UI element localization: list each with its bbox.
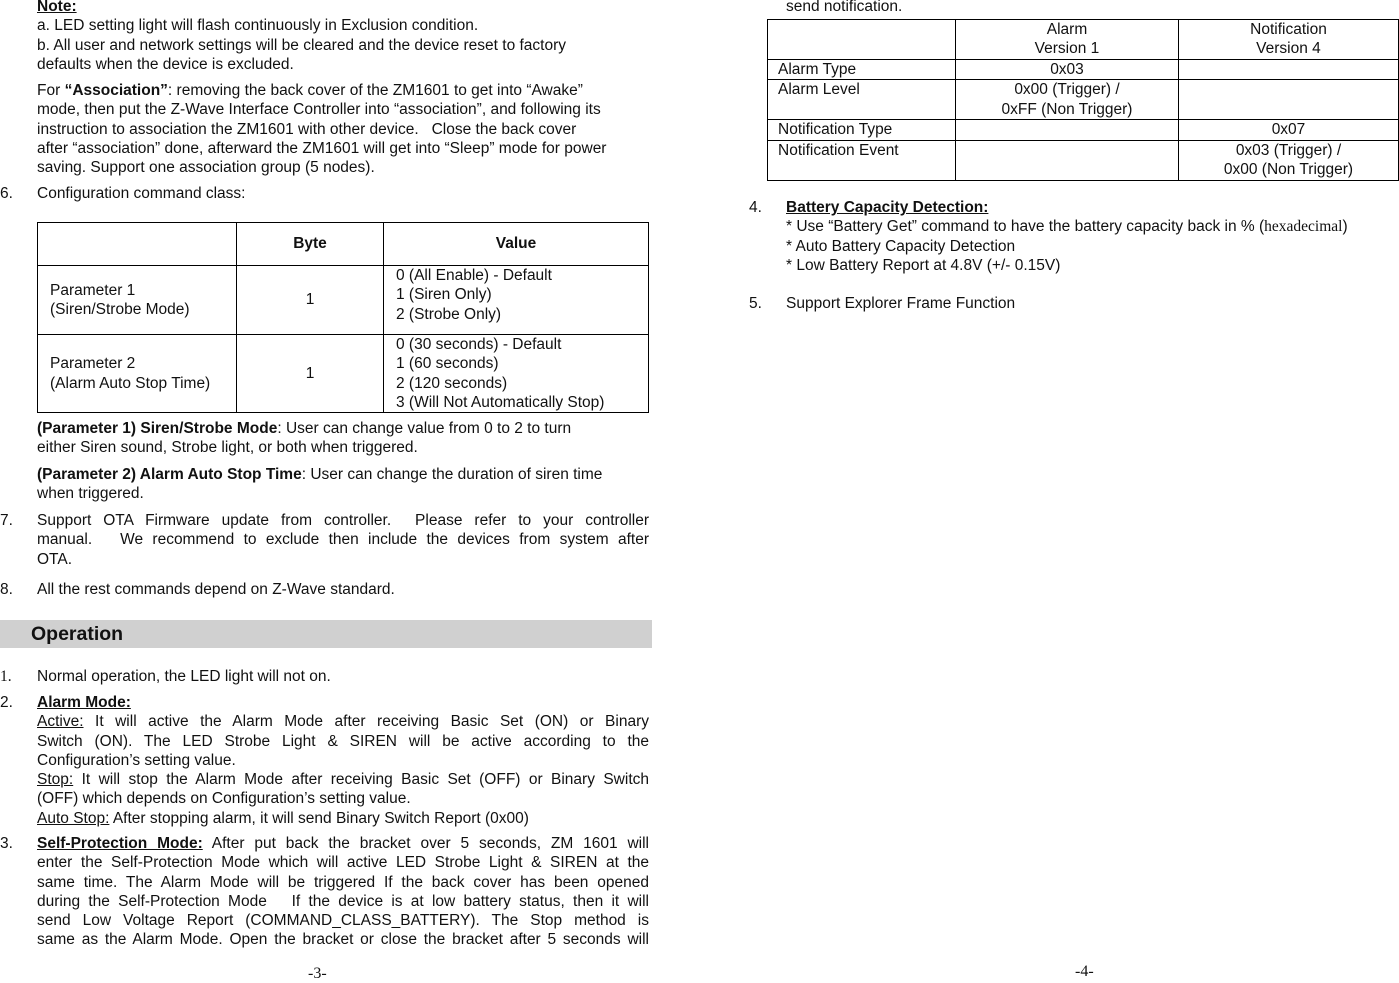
association-paragraph <box>37 81 652 177</box>
operation-item-1-text: Normal operation, the LED light will not on. <box>37 668 331 685</box>
self-protection-line3: same time. The Alarm Mode will be triggered If the back cover has been opened <box>37 873 649 891</box>
alarm-level-line2: 0xFF (Non Trigger) <box>1001 100 1133 118</box>
param2-value-1: 1 (60 seconds) <box>396 355 499 373</box>
item-7-line1: Support OTA Firmware update from controller. Please refer to your controller <box>37 512 649 529</box>
param2-description <box>37 465 652 504</box>
association-bold: “Association” <box>64 82 168 99</box>
param1-value-2: 2 (Strobe Only) <box>396 305 502 323</box>
active-line2: Switch (ON). The LED Strobe Light & SIREN will be active according to the <box>37 732 649 750</box>
alarm-table-header-empty <box>768 20 956 60</box>
self-protection-line6: same as the Alarm Mode. Open the bracket or close the bracket after 5 seconds will <box>37 931 649 949</box>
param1-description-line2: either Siren sound, Strobe light, or both when triggered. <box>37 439 418 457</box>
config-row-parameter-1 <box>38 266 649 335</box>
row-notification-event-notif <box>1179 140 1399 180</box>
header-alarm-line1: Alarm <box>1046 21 1088 38</box>
header-alarm-line2: Version 1 <box>1034 40 1100 58</box>
stop-line1: It will stop the Alarm Mode after receiving Basic Set (OFF) or Binary Switch <box>73 771 649 789</box>
item-5-text: Support Explorer Frame Function <box>786 295 1016 312</box>
param2-description-line2: when triggered. <box>37 485 144 503</box>
alarm-level-line1: 0x00 (Trigger) / <box>1014 81 1120 99</box>
item-5-number: 5. <box>749 295 762 312</box>
alarm-table-row-alarm-level <box>768 80 1399 120</box>
item-7-number: 7. <box>0 512 13 529</box>
config-param1-name <box>38 266 237 335</box>
row-notification-event-label: Notification Event <box>768 140 956 180</box>
row-notification-type-label: Notification Type <box>768 120 956 140</box>
alarm-mode-title: Alarm Mode: <box>37 694 131 711</box>
param1-value-0: 0 (All Enable) - Default <box>396 267 552 284</box>
param2-description-line1: : User can change the duration of siren time <box>301 466 603 483</box>
operation-item-3-number: 3. <box>0 835 13 852</box>
item-8-text: All the rest commands depend on Z-Wave standard. <box>37 581 395 598</box>
param1-description <box>37 419 652 458</box>
config-header-value: Value <box>384 223 649 266</box>
operation-item-2-number: 2. <box>0 694 13 711</box>
configuration-table <box>37 222 649 413</box>
param2-name-line1: Parameter 2 <box>50 355 136 373</box>
battery-line2: * Auto Battery Capacity Detection <box>786 237 1016 255</box>
param1-description-bold: (Parameter 1) Siren/Strobe Mode <box>37 420 278 437</box>
operation-item-2 <box>0 693 649 828</box>
param1-name-line1: Parameter 1 <box>50 281 136 299</box>
item-6-number: 6. <box>0 185 13 202</box>
config-param2-values <box>384 335 649 413</box>
alarm-table-row-notification-type <box>768 120 1399 140</box>
item-7 <box>0 511 649 569</box>
association-line5: saving. Support one association group (5 nodes). <box>37 159 375 177</box>
item-7-line2: manual. We recommend to exclude then include the devices from system after <box>37 531 649 549</box>
operation-heading-bar <box>0 620 652 648</box>
stop-line2: (OFF) which depends on Configuration’s setting value. <box>37 790 411 808</box>
header-notification-line2: Version 4 <box>1256 40 1321 58</box>
item-7-line3: OTA. <box>37 550 73 568</box>
auto-stop-label: Auto Stop: <box>37 809 110 827</box>
note-block <box>37 0 652 74</box>
self-protection-title: Self-Protection Mode: <box>37 835 203 852</box>
operation-item-1-number: 1. <box>0 668 12 685</box>
self-protection-line1: After put back the bracket over 5 seconds, ZM 1601 will <box>202 835 650 852</box>
row-alarm-level-notif <box>1179 80 1399 120</box>
alarm-table-header-notification <box>1179 20 1399 60</box>
param2-value-0: 0 (30 seconds) - Default <box>396 336 562 353</box>
battery-line1: * Use “Battery Get” command to have the battery capacity back in % ( <box>786 218 1265 236</box>
battery-line1-hex: hexadecimal <box>1264 218 1343 236</box>
param2-name-line2: (Alarm Auto Stop Time) <box>50 374 211 392</box>
battery-line1-end: ) <box>1342 218 1348 236</box>
config-param1-byte: 1 <box>237 266 384 335</box>
note-b-line2: defaults when the device is excluded. <box>37 55 294 73</box>
self-protection-line2: enter the Self-Protection Mode which will active LED Strobe Light & SIREN at the <box>37 854 649 872</box>
operation-heading: Operation <box>31 623 124 645</box>
note-b-line1: b. All user and network settings will be cleared and the device reset to factory <box>37 36 567 54</box>
stop-label: Stop: <box>37 771 74 789</box>
association-line2: mode, then put the Z-Wave Interface Controller into “association”, and following its <box>37 101 601 119</box>
item-8-number: 8. <box>0 581 13 598</box>
config-header-empty <box>38 223 237 266</box>
active-line1: It will active the Alarm Mode after receiving Basic Set (ON) or Binary <box>83 713 649 731</box>
association-prefix: For <box>37 82 65 99</box>
row-alarm-type-notif <box>1179 60 1399 80</box>
param1-description-line1: : User can change value from 0 to 2 to turn <box>277 420 572 437</box>
item-6-text: Configuration command class: <box>37 185 246 202</box>
row-alarm-type-label: Alarm Type <box>768 60 956 80</box>
self-protection-line4: during the Self-Protection Mode If the device is at low battery status, then it will <box>37 892 649 910</box>
config-param2-name <box>38 335 237 413</box>
row-notification-type-notif: 0x07 <box>1179 120 1399 140</box>
config-row-parameter-2 <box>38 335 649 413</box>
notification-event-line1: 0x03 (Trigger) / <box>1235 141 1342 159</box>
notification-event-line2: 0x00 (Non Trigger) <box>1223 160 1354 178</box>
note-heading: Note: <box>37 0 77 15</box>
alarm-table-row-alarm-type <box>768 60 1399 80</box>
active-line3: Configuration’s setting value. <box>37 751 236 769</box>
config-param1-values <box>384 266 649 335</box>
param2-description-bold: (Parameter 2) Alarm Auto Stop Time <box>37 466 302 483</box>
alarm-notification-table <box>767 19 1399 181</box>
alarm-table-header-alarm <box>956 20 1179 60</box>
row-alarm-type-alarm: 0x03 <box>956 60 1179 80</box>
row-notification-type-alarm <box>956 120 1179 140</box>
config-header-row <box>38 223 649 266</box>
header-notification-line1: Notification <box>1250 21 1327 38</box>
right-top-text: send notification. <box>786 0 903 15</box>
config-header-byte: Byte <box>237 223 384 266</box>
param1-name-line2: (Siren/Strobe Mode) <box>50 301 190 318</box>
row-alarm-level-label: Alarm Level <box>768 80 956 120</box>
alarm-table-row-notification-event <box>768 140 1399 180</box>
battery-capacity-title: Battery Capacity Detection: <box>786 199 989 216</box>
row-alarm-level-alarm <box>956 80 1179 120</box>
alarm-table-header-row <box>768 20 1399 60</box>
active-label: Active: <box>37 713 84 731</box>
item-4-number: 4. <box>749 199 762 216</box>
param2-value-3: 3 (Will Not Automatically Stop) <box>396 393 605 411</box>
left-page-number: -3- <box>308 965 327 982</box>
item-4 <box>749 198 1399 275</box>
self-protection-line5: send Low Voltage Report (COMMAND_CLASS_BATTERY). The Stop method is <box>37 912 649 930</box>
association-line4: after “association” done, afterward the ZM1601 will get into “Sleep” mode for power <box>37 139 607 157</box>
auto-stop-line1: After stopping alarm, it will send Binary Switch Report (0x00) <box>109 809 529 827</box>
row-notification-event-alarm <box>956 140 1179 180</box>
association-line1: : removing the back cover of the ZM1601 to get into “Awake” <box>167 82 583 99</box>
param1-value-1: 1 (Siren Only) <box>396 286 492 304</box>
battery-line3: * Low Battery Report at 4.8V (+/- 0.15V) <box>786 256 1061 274</box>
right-page-number: -4- <box>1075 963 1094 980</box>
param2-value-2: 2 (120 seconds) <box>396 374 508 392</box>
note-a: a. LED setting light will flash continuously in Exclusion condition. <box>37 17 479 35</box>
config-param2-byte: 1 <box>237 335 384 413</box>
association-line3: instruction to association the ZM1601 with other device. Close the back cover <box>37 120 577 138</box>
operation-item-3 <box>0 834 649 950</box>
